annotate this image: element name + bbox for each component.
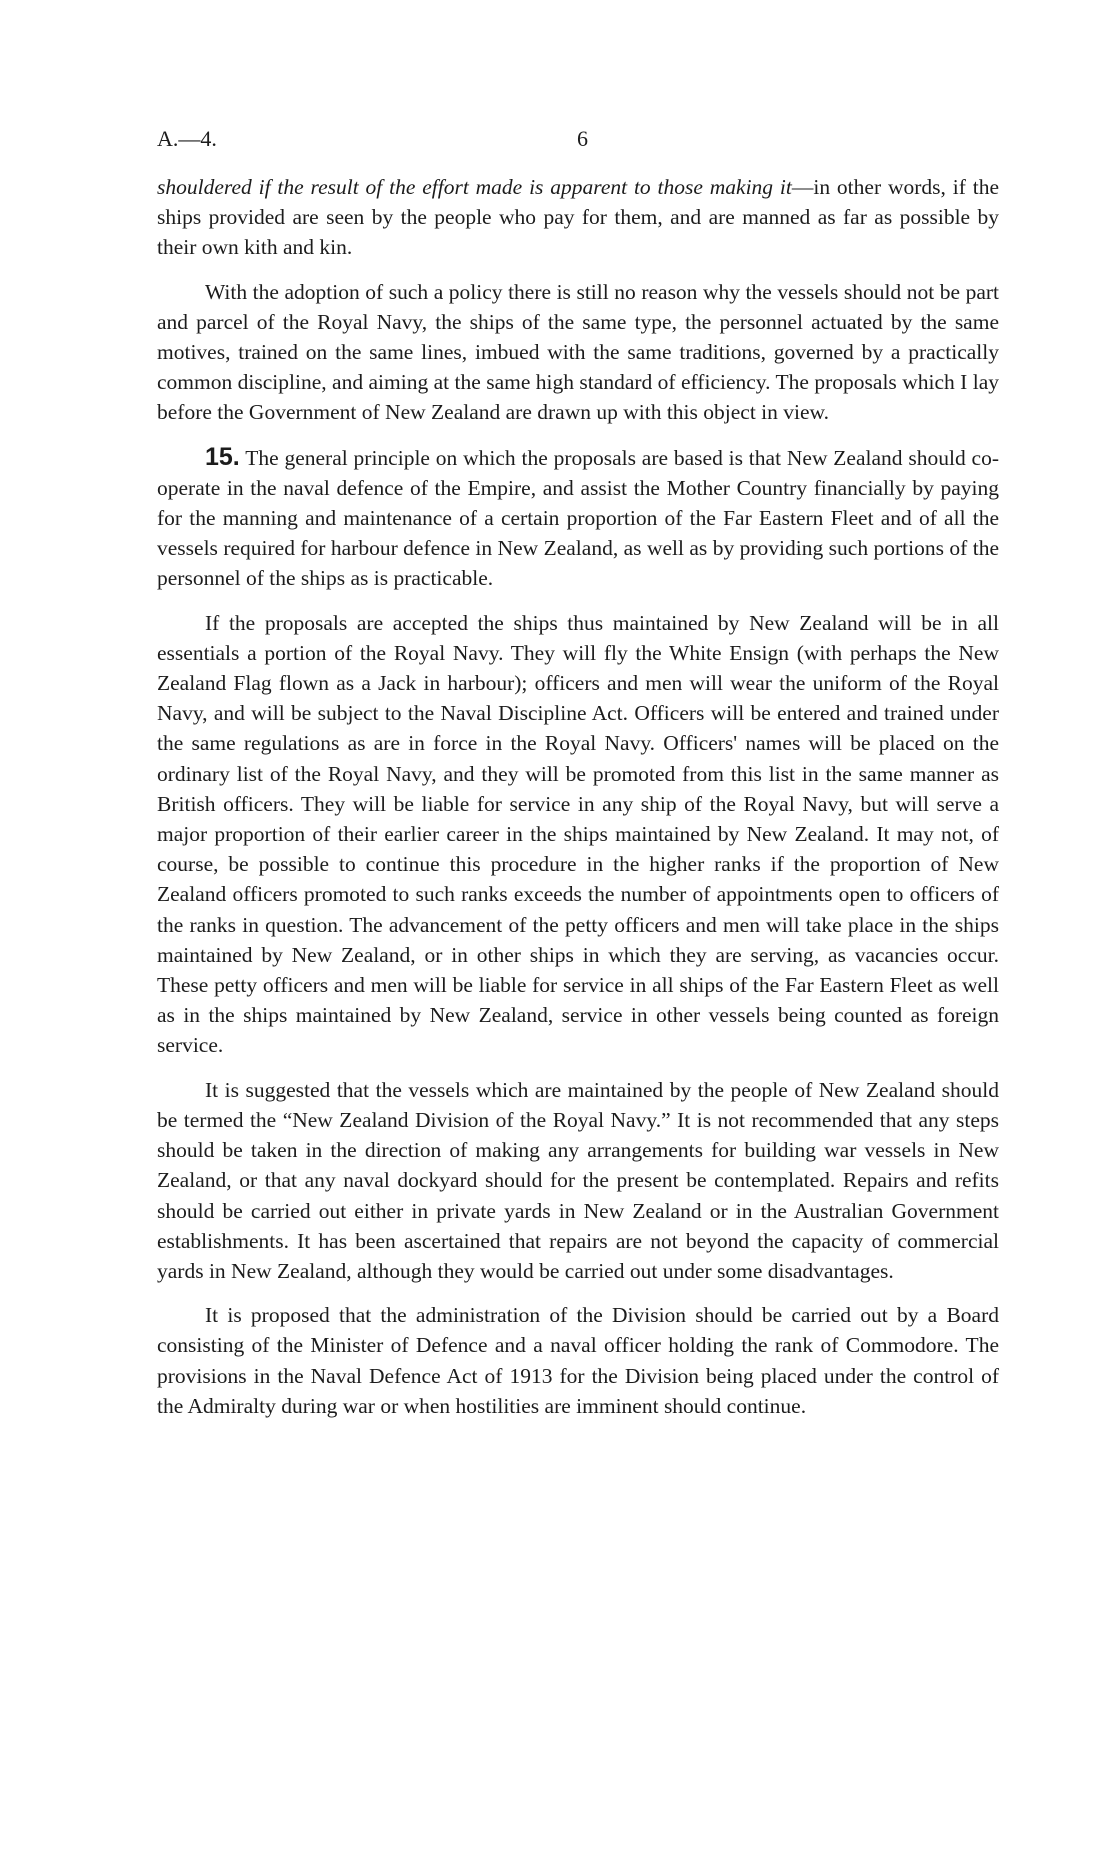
paragraph-continuation xyxy=(157,172,999,263)
paragraph-division-name: It is suggested that the vessels which are maintained by the people of New Zealand should be termed the “New Zealand Division of the Royal Navy.” It is not recommended that any steps should be taken in the direction of making any arrangements for building war vessels in New Zealand, or that any naval dockyard should for the present be contemplated. Repairs and refits should be carried out either in private yards in New Zealand or in the Australian Government establishments. It has been ascertained that repairs are not beyond the capacity of commercial yards in New Zealand, although they would be carried out under some disadvantages. xyxy=(157,1077,999,1283)
section-number: 15. xyxy=(205,442,240,471)
paragraph-policy: With the adoption of such a policy there is still no reason why the vessels should not be part and parcel of the Royal Navy, the ships of the same type, the personnel actuated by the same motives, trained on the same lines, imbued with the same traditions, governed by a practically common discipline, and aiming at the same high standard of efficiency. The proposals which I lay before the Government of New Zealand are drawn up with this object in view. xyxy=(157,279,999,425)
italic-lead-text: shouldered if the result of the effort made is apparent to those making it xyxy=(157,175,792,199)
paragraph-text: The general principle on which the proposals are based is that New Zealand should co-operate in the naval defence of the Empire, and assist the Mother Country financially by paying for the manning and maintenance of a certain proportion of the Far Eastern Fleet and of all the vessels required for harbour defence in New Zealand, as well as by providing such portions of the personnel of the ships as is practicable. xyxy=(157,445,999,591)
page-header xyxy=(157,126,957,160)
paragraph-text: —in other words, if the ships provided are seen by the people who pay for them, and are manned as far as possible by their own kith and kin. xyxy=(157,175,999,260)
paragraph-administration: It is proposed that the administration of the Division should be carried out by a Board consisting of the Minister of Defence and a naval officer holding the rank of Commodore. The provisions in the Naval Defence Act of 1913 for the Division being placed under the control of the Admiralty during war or when hostilities are imminent should continue. xyxy=(157,1303,999,1418)
paragraph-proposals-accepted: If the proposals are accepted the ships thus maintained by New Zealand will be in all essentials a portion of the Royal Navy. They will fly the White Ensign (with perhaps the New Zealand Flag flown as a Jack in harbour); officers and men will wear the uniform of the Royal Navy, and will be subject to the Naval Discipline Act. Officers will be entered and trained under the same regulations as are in force in the Royal Navy. Officers' names will be placed on the ordinary list of the Royal Navy, and they will be promoted from this list in the same manner as British officers. They will be liable for service in any ship of the Royal Navy, but will serve a major proportion of their earlier career in the ships maintained by New Zealand. It may not, of course, be possible to continue this procedure in the higher ranks if the proportion of New Zealand officers promoted to such ranks exceeds the number of appointments open to officers of the ranks in question. The advancement of the petty officers and men will take place in the ships maintained by New Zealand, or in other ships in which they are serving, as vacancies occur. These petty officers and men will be liable for service in all ships of the Far Eastern Fleet as well as in the ships maintained by New Zealand, service in other vessels being counted as foreign service. xyxy=(157,610,999,1058)
page-number: 6 xyxy=(577,126,588,151)
document-reference: A.—4. xyxy=(157,126,217,151)
paragraph-section-15 xyxy=(157,442,999,594)
body-text xyxy=(157,172,999,1435)
